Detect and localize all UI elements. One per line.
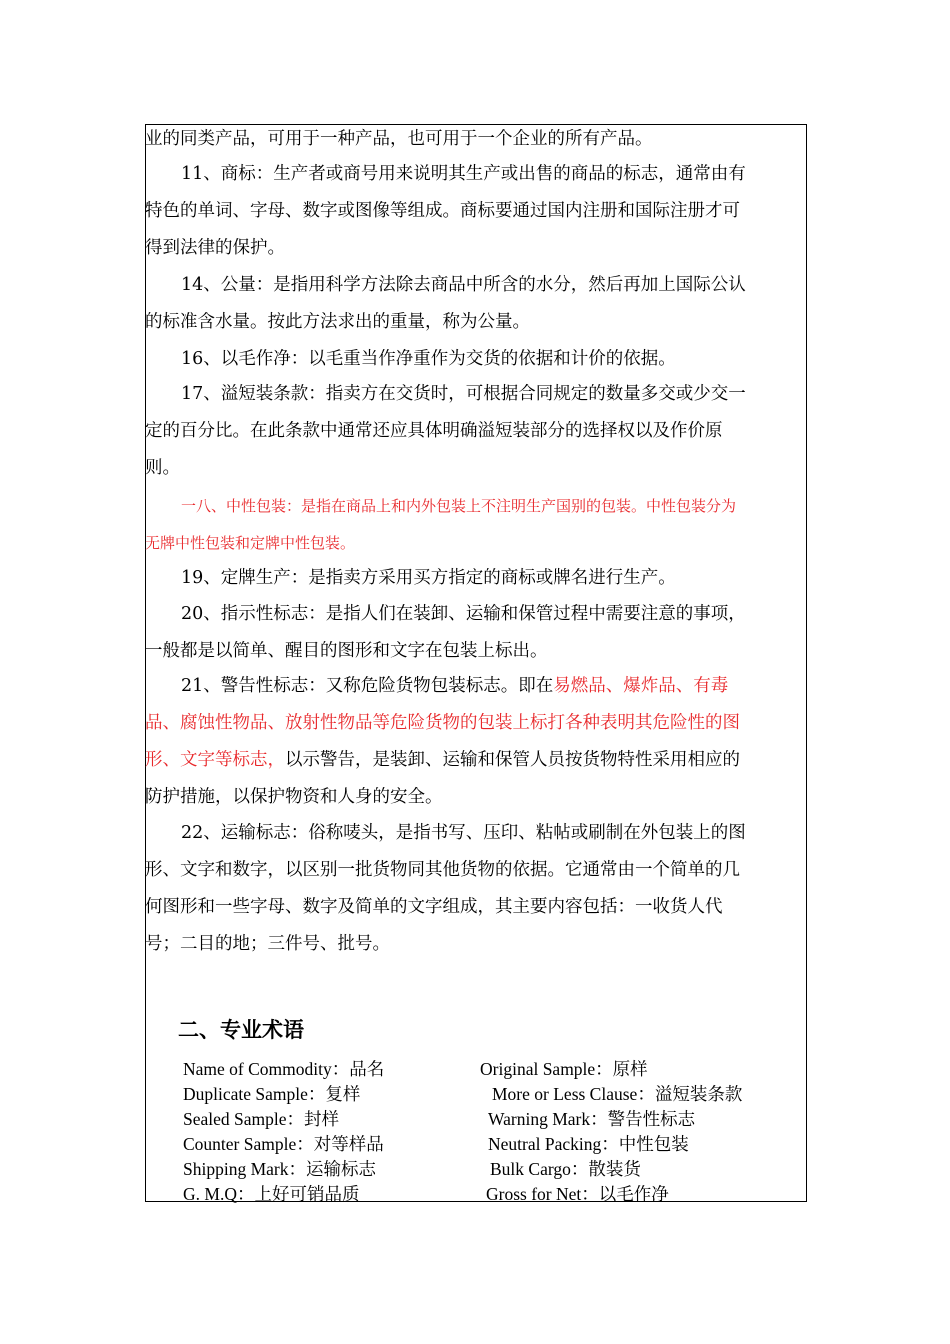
paragraph-trademark	[145, 156, 805, 267]
term-right: Original Sample：原样	[480, 1059, 648, 1079]
text-line: 形、文字和数字，以区别一批货物同其他货物的依据。它通常由一个简单的几	[145, 860, 740, 880]
term-left: G. M.Q：上好可销品质	[183, 1184, 360, 1204]
text-line: 业的同类产品，可用于一种产品，也可用于一个企业的所有产品。	[145, 129, 653, 149]
text-line: 则。	[145, 458, 180, 478]
text-span: 以示警告，是装卸、运输和保管人员按货物特性采用相应的	[285, 750, 740, 770]
paragraph-shipping-mark	[145, 815, 805, 963]
term-left: Name of Commodity：品名	[183, 1059, 385, 1079]
term-right: Warning Mark：警告性标志	[488, 1109, 696, 1129]
text-line: 22、运输标志：俗称唛头，是指书写、压印、粘帖或刷制在外包装上的图	[181, 823, 746, 843]
text-line: 无牌中性包装和定牌中性包装。	[145, 534, 356, 552]
paragraph-indicative-mark	[145, 596, 805, 670]
text-line: 定的百分比。在此条款中通常还应具体明确溢短装部分的选择权以及作价原	[145, 421, 723, 441]
paragraph-brand-production	[145, 560, 805, 597]
text-line	[145, 668, 805, 705]
text-line: 14、公量：是指用科学方法除去商品中所含的水分，然后再加上国际公认	[181, 275, 746, 295]
text-line: 得到法律的保护。	[145, 238, 285, 258]
section-heading: 二、专业术语	[178, 1018, 304, 1042]
paragraph-more-or-less-clause	[145, 376, 805, 487]
paragraph-conditioned-weight	[145, 267, 805, 341]
text-line: 16、以毛作净：以毛重当作净重作为交货的依据和计价的依据。	[181, 349, 676, 369]
term-right: Bulk Cargo：散装货	[490, 1159, 641, 1179]
paragraph-continued	[145, 121, 805, 158]
term-left: Sealed Sample：封样	[183, 1109, 340, 1129]
text-line: 的标准含水量。按此方法求出的重量，称为公量。	[145, 312, 530, 332]
text-line: 号；二目的地；三件号、批号。	[145, 934, 390, 954]
term-right: More or Less Clause：溢短装条款	[492, 1084, 743, 1104]
text-line: 19、定牌生产：是指卖方采用买方指定的商标或牌名进行生产。	[181, 568, 676, 588]
text-line: 何图形和一些字母、数字及简单的文字组成，其主要内容包括：一收货人代	[145, 897, 723, 917]
paragraph-gross-for-net	[145, 341, 805, 378]
text-line: 17、溢短装条款：指卖方在交货时，可根据合同规定的数量多交或少交一	[181, 384, 746, 404]
highlight-span: 易燃品、爆炸品、有毒	[553, 676, 729, 696]
paragraph-warning-mark	[145, 668, 805, 816]
term-right: Gross for Net：以毛作净	[486, 1184, 669, 1204]
term-left: Duplicate Sample：复样	[183, 1084, 361, 1104]
text-line: 防护措施，以保护物资和人身的安全。	[145, 787, 443, 807]
highlight-line: 品、腐蚀性物品、放射性物品等危险货物的包装上标打各种表明其危险性的图	[145, 713, 740, 733]
text-line: 一般都是以简单、醒目的图形和文字在包装上标出。	[145, 641, 548, 661]
paragraph-neutral-packing	[145, 488, 805, 562]
term-left: Shipping Mark：运输标志	[183, 1159, 376, 1179]
highlight-span: 形、文字等标志，	[145, 750, 285, 770]
text-line: 特色的单词、字母、数字或图像等组成。商标要通过国内注册和国际注册才可	[145, 201, 740, 221]
term-left: Counter Sample：对等样品	[183, 1134, 384, 1154]
text-line: 一八、中性包装：是指在商品上和内外包装上不注明生产国别的包装。中性包装分为	[181, 497, 737, 515]
term-right: Neutral Packing：中性包装	[488, 1134, 689, 1154]
text-line: 20、指示性标志：是指人们在装卸、运输和保管过程中需要注意的事项，	[181, 604, 746, 624]
text-line	[145, 742, 805, 779]
text-span: 21、警告性标志：又称危险货物包装标志。即在	[181, 676, 554, 696]
text-line: 11、商标：生产者或商号用来说明其生产或出售的商品的标志，通常由有	[181, 164, 746, 184]
